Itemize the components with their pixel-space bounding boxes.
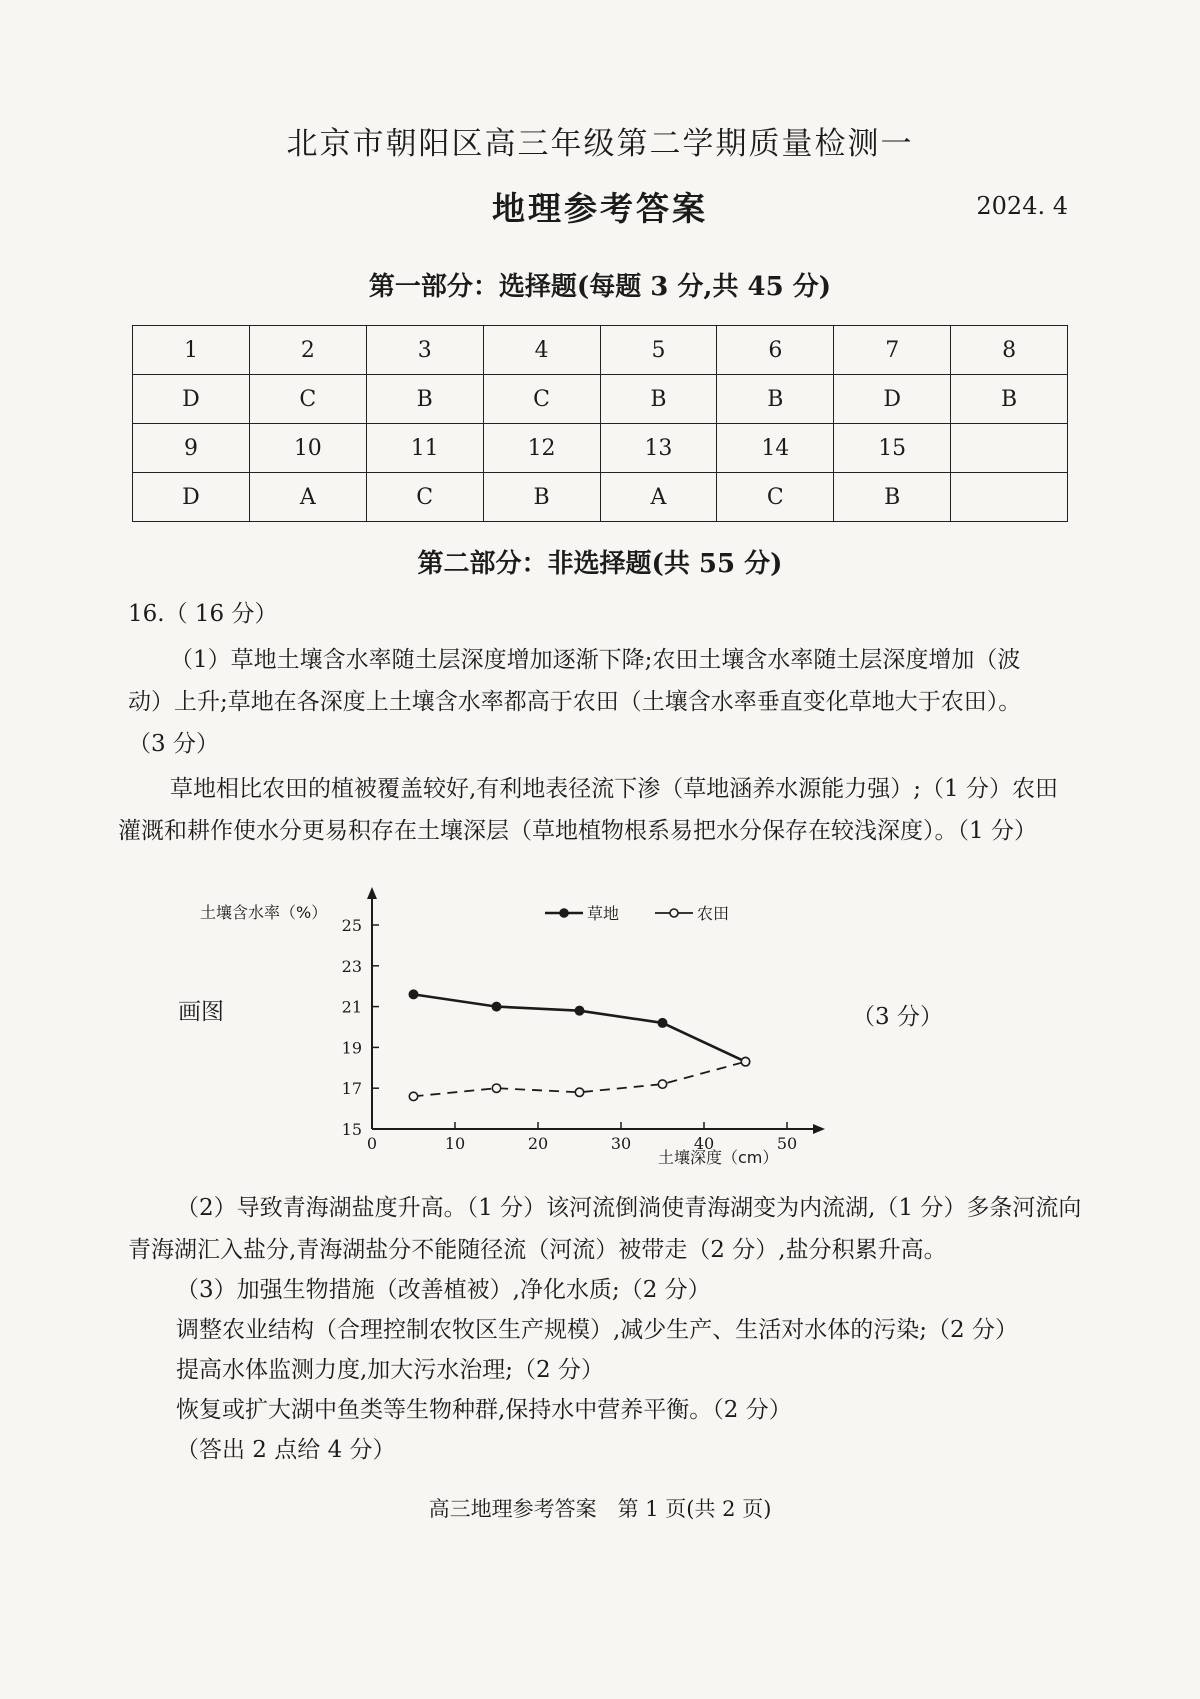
q16-1-line4: 草地相比农田的植被覆盖较好,有利地表径流下渗（草地涵养水源能力强）;（1 分）农田 — [170, 776, 1059, 802]
answer-cell — [951, 473, 1068, 522]
answer-cell: C — [717, 473, 834, 522]
chart-svg — [200, 858, 900, 1168]
series-1-point — [658, 1080, 666, 1088]
q16-2-line1: （2）导致青海湖盐度升高。（1 分）该河流倒淌使青海湖变为内流湖,（1 分）多条河流向 — [176, 1195, 1082, 1221]
series-0-point — [409, 990, 417, 998]
answer-cell: B — [483, 473, 600, 522]
question-number-cell: 5 — [600, 326, 717, 375]
x-axis-label: 土壤深度（cm） — [658, 1148, 779, 1167]
question-number-cell: 1 — [133, 326, 250, 375]
q16-1-line5: 灌溉和耕作使水分更易积存在土壤深层（草地植物根系易把水分保存在较浅深度）。（1 分） — [118, 818, 1037, 844]
q16-3-line5: （答出 2 点给 4 分） — [176, 1437, 396, 1463]
answer-cell: C — [249, 375, 366, 424]
answer-cell: D — [834, 375, 951, 424]
question-number-cell: 6 — [717, 326, 834, 375]
answer-cell: B — [600, 375, 717, 424]
answer-row — [133, 375, 1068, 424]
x-tick-label: 40 — [693, 1134, 715, 1153]
answer-cell: D — [133, 375, 250, 424]
page-title: 北京市朝阳区高三年级第二学期质量检测一 — [286, 126, 914, 162]
answer-cell: A — [249, 473, 366, 522]
series-1-point — [741, 1057, 749, 1065]
question-number-cell: 11 — [366, 424, 483, 473]
question-number-cell: 8 — [951, 326, 1068, 375]
series-line-0 — [414, 994, 746, 1061]
series-1-point — [492, 1084, 500, 1092]
part1-heading: 第一部分：选择题(每题 3 分,共 45 分) — [368, 272, 832, 302]
soil-moisture-chart — [200, 858, 900, 1168]
series-0-point — [492, 1002, 500, 1010]
question-number-cell — [951, 424, 1068, 473]
question-number-cell: 2 — [249, 326, 366, 375]
q16-3-line2: 调整农业结构（合理控制农牧区生产规模）,减少生产、生活对水体的污染;（2 分） — [176, 1317, 1019, 1343]
page-subtitle: 地理参考答案 — [492, 189, 708, 228]
q16-1-line1: （1）草地土壤含水率随土层深度增加逐渐下降;农田土壤含水率随土层深度增加（波 — [170, 647, 1021, 673]
y-tick-label: 15 — [341, 1120, 362, 1139]
q16-3-line4: 恢复或扩大湖中鱼类等生物种群,保持水中营养平衡。（2 分） — [176, 1397, 792, 1423]
series-0-point — [658, 1019, 666, 1027]
x-tick-label: 20 — [527, 1134, 549, 1153]
answer-cell: B — [366, 375, 483, 424]
x-axis-arrow — [813, 1124, 825, 1134]
x-tick-label: 0 — [366, 1134, 378, 1153]
y-tick-label: 21 — [341, 997, 362, 1017]
question-number-cell: 9 — [133, 424, 250, 473]
legend-marker-0 — [560, 909, 568, 917]
question-number-cell: 7 — [834, 326, 951, 375]
x-tick-label: 50 — [776, 1134, 798, 1153]
series-1-point — [409, 1092, 417, 1100]
question-number-cell: 3 — [366, 326, 483, 375]
question-number-cell: 12 — [483, 424, 600, 473]
legend-label-0: 草地 — [587, 904, 620, 923]
legend-label-1: 农田 — [697, 904, 730, 923]
answer-table — [132, 325, 1068, 522]
y-tick-label: 19 — [341, 1038, 362, 1058]
answer-cell: B — [717, 375, 834, 424]
y-axis-label: 土壤含水率（%） — [200, 903, 328, 922]
answer-cell: C — [483, 375, 600, 424]
question-number-cell: 14 — [717, 424, 834, 473]
draw-score: （3 分） — [852, 1004, 943, 1030]
part2-heading: 第二部分：非选择题(共 55 分) — [417, 549, 783, 579]
q16-label: 16.（ 16 分） — [128, 601, 278, 627]
y-tick-label: 23 — [341, 956, 362, 976]
question-number-cell: 13 — [600, 424, 717, 473]
q16-3-line1: （3）加强生物措施（改善植被）,净化水质;（2 分） — [176, 1277, 711, 1303]
legend-marker-1 — [670, 909, 678, 917]
question-number-cell: 15 — [834, 424, 951, 473]
answer-cell: B — [951, 375, 1068, 424]
q16-1-line3: （3 分） — [128, 731, 219, 757]
series-1-point — [575, 1088, 583, 1096]
q16-1-line2: 动）上升;草地在各深度上土壤含水率都高于农田（土壤含水率垂直变化草地大于农田）。 — [128, 689, 1022, 715]
answer-cell: D — [133, 473, 250, 522]
question-number-cell: 4 — [483, 326, 600, 375]
y-axis-arrow — [367, 887, 377, 899]
q16-3-line3: 提高水体监测力度,加大污水治理;（2 分） — [176, 1357, 605, 1383]
question-number-row — [133, 424, 1068, 473]
exam-date: 2024. 4 — [976, 192, 1068, 220]
answer-cell: B — [834, 473, 951, 522]
y-tick-label: 25 — [341, 916, 362, 935]
x-tick-label: 10 — [444, 1134, 466, 1153]
answer-cell: C — [366, 473, 483, 522]
series-0-point — [575, 1006, 583, 1014]
page-footer: 高三地理参考答案 第 1 页(共 2 页) — [428, 1497, 772, 1521]
draw-label: 画图 — [178, 999, 224, 1025]
y-tick-label: 17 — [341, 1079, 362, 1099]
answer-cell: A — [600, 473, 717, 522]
question-number-row — [133, 326, 1068, 375]
q16-2-line2: 青海湖汇入盐分,青海湖盐分不能随径流（河流）被带走（2 分）,盐分积累升高。 — [128, 1237, 947, 1263]
answer-row — [133, 473, 1068, 522]
question-number-cell: 10 — [249, 424, 366, 473]
x-tick-label: 30 — [610, 1134, 632, 1153]
